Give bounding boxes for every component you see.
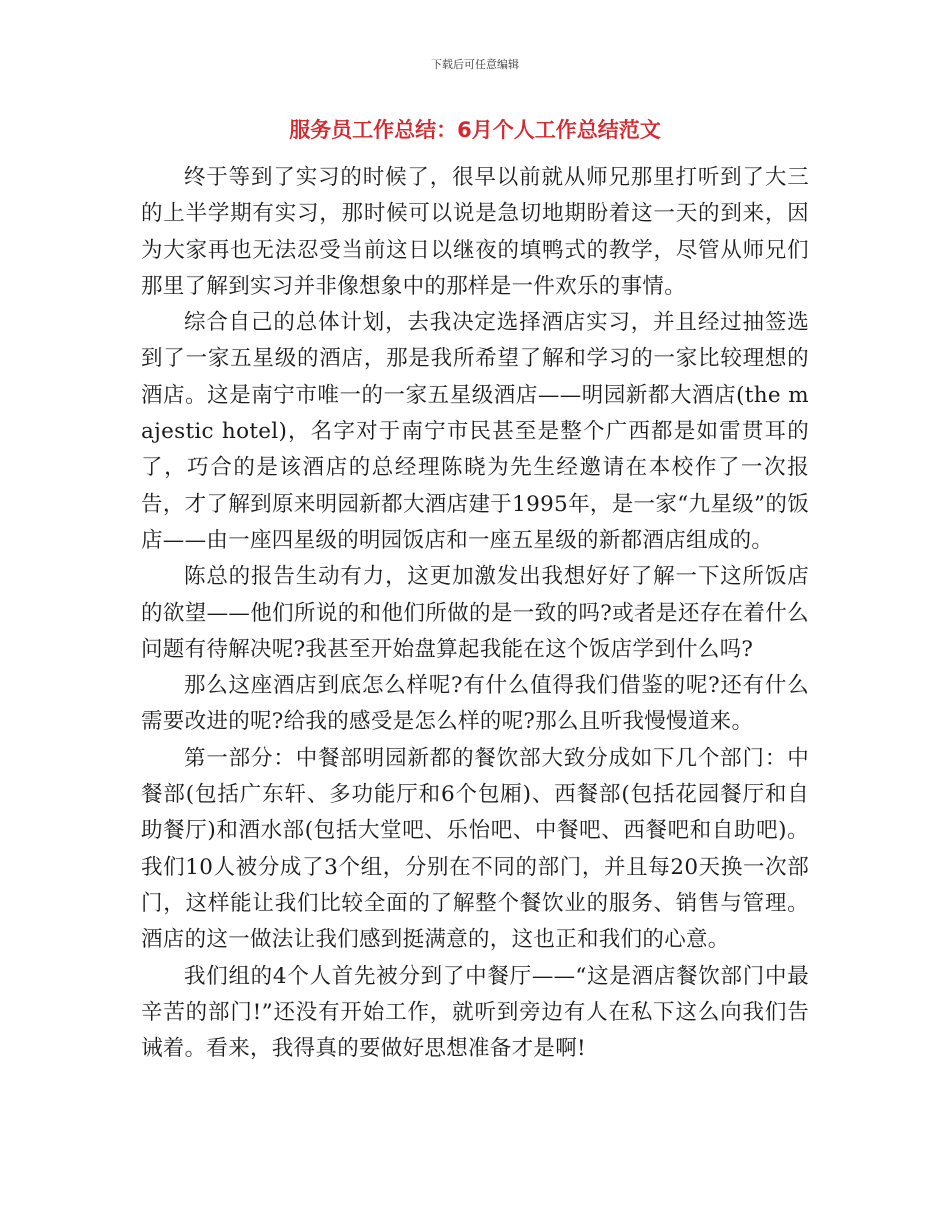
page-header-note: 下载后可任意编辑	[431, 58, 519, 71]
document-body	[141, 160, 809, 1067]
paragraph-6: 我们组的4个人首先被分到了中餐厅——“这是酒店餐饮部门中最辛苦的部门!”还没有开始工作，就听到旁边有人在私下这么向我们告诫着。看来，我得真的要做好思想准备才是啊!	[141, 963, 809, 1062]
paragraph-2: 综合自己的总体计划，去我决定选择酒店实习，并且经过抽签选到了一家五星级的酒店，那是我所希望了解和学习的一家比较理想的酒店。这是南宁市唯一的一家五星级酒店——明园新都大酒店(the majestic hotel)，名字对于南宁市民甚至是整个广西都是如雷贯耳的了，巧合的是该酒店的总经理陈晓为先生经邀请在本校作了一次报告，才了解到原来明园新都大酒店建于1995年，是一家“九星级”的饭店——由一座四星级的明园饭店和一座五星级的新都酒店组成的。	[141, 310, 809, 553]
document-title: 服务员工作总结：6月个人工作总结范文	[289, 118, 661, 142]
paragraph-3: 陈总的报告生动有力，这更加激发出我想好好了解一下这所饭店的欲望——他们所说的和他们所做的是一致的吗?或者是还存在着什么问题有待解决呢?我甚至开始盘算起我能在这个饭店学到什么吗?	[141, 564, 809, 662]
paragraph-5: 第一部分：中餐部明园新都的餐饮部大致分成如下几个部门：中餐部(包括广东轩、多功能厅和6个包厢)、西餐部(包括花园餐厅和自助餐厅)和酒水部(包括大堂吧、乐怡吧、中餐吧、西餐吧和自助吧)。我们10人被分成了3个组，分别在不同的部门，并且每20天换一次部门，这样能让我们比较全面的了解整个餐饮业的服务、销售与管理。酒店的这一做法让我们感到挺满意的，这也正和我们的心意。	[141, 745, 809, 953]
paragraph-1: 终于等到了实习的时候了，很早以前就从师兄那里打听到了大三的上半学期有实习，那时候可以说是急切地期盼着这一天的到来，因为大家再也无法忍受当前这日以继夜的填鸭式的教学，尽管从师兄们那里了解到实习并非像想象中的那样是一件欢乐的事情。	[141, 165, 809, 299]
paragraph-4: 那么这座酒店到底怎么样呢?有什么值得我们借鉴的呢?还有什么需要改进的呢?给我的感受是怎么样的呢?那么且听我慢慢道来。	[141, 673, 809, 735]
